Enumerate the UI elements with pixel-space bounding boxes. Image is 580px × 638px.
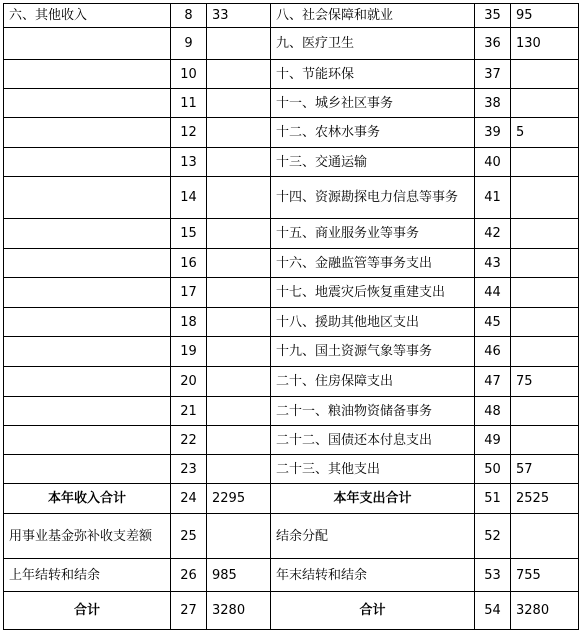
expense-amount-cell: 75 [511,367,579,397]
table-body [4,4,579,630]
income-item-cell [4,28,171,60]
table-row [4,60,579,89]
expense-amount-cell [511,60,579,89]
expense-item-cell: 十六、金融监管等事务支出 [271,249,475,278]
income-amount-cell [207,278,271,308]
table-row [4,4,579,28]
expense-amount-cell [511,308,579,337]
expense-line-no-cell: 53 [475,559,511,592]
expense-line-no-cell: 51 [475,484,511,514]
income-line-no-cell: 12 [171,118,207,148]
income-item-cell [4,308,171,337]
income-line-no-cell: 26 [171,559,207,592]
expense-item-cell: 十九、国土资源气象等事务 [271,337,475,367]
income-item-cell [4,177,171,219]
budget-table [3,3,579,630]
expense-line-no-cell: 54 [475,592,511,630]
income-line-no-cell: 25 [171,514,207,559]
table-row [4,592,579,630]
expense-line-no-cell: 49 [475,426,511,455]
income-amount-cell [207,426,271,455]
expense-item-cell: 二十二、国债还本付息支出 [271,426,475,455]
table-row [4,177,579,219]
expense-item-cell: 十三、交通运输 [271,148,475,177]
expense-amount-cell [511,397,579,426]
table-row [4,367,579,397]
expense-line-no-cell: 42 [475,219,511,249]
income-line-no-cell: 27 [171,592,207,630]
income-amount-cell [207,367,271,397]
expense-line-no-cell: 44 [475,278,511,308]
table-row [4,89,579,118]
income-item-cell: 六、其他收入 [4,4,171,28]
income-item-cell [4,118,171,148]
expense-item-cell: 结余分配 [271,514,475,559]
expense-amount-cell: 5 [511,118,579,148]
income-item-cell [4,397,171,426]
income-item-cell [4,148,171,177]
table-row [4,337,579,367]
income-amount-cell [207,89,271,118]
expense-line-no-cell: 50 [475,455,511,484]
expense-item-cell: 十、节能环保 [271,60,475,89]
expense-item-cell: 二十三、其他支出 [271,455,475,484]
expense-line-no-cell: 40 [475,148,511,177]
income-line-no-cell: 23 [171,455,207,484]
expense-item-cell: 十一、城乡社区事务 [271,89,475,118]
expense-item-cell: 本年支出合计 [271,484,475,514]
expense-amount-cell: 95 [511,4,579,28]
expense-item-cell: 十四、资源勘探电力信息等事务 [271,177,475,219]
income-amount-cell [207,148,271,177]
income-line-no-cell: 20 [171,367,207,397]
income-amount-cell [207,397,271,426]
expense-amount-cell [511,278,579,308]
expense-item-cell: 八、社会保障和就业 [271,4,475,28]
income-amount-cell [207,308,271,337]
income-item-cell: 合计 [4,592,171,630]
income-amount-cell [207,177,271,219]
expense-item-cell: 九、医疗卫生 [271,28,475,60]
income-item-cell: 用事业基金弥补收支差额 [4,514,171,559]
income-line-no-cell: 10 [171,60,207,89]
expense-line-no-cell: 36 [475,28,511,60]
table-row [4,148,579,177]
expense-amount-cell: 130 [511,28,579,60]
table-row [4,249,579,278]
income-line-no-cell: 22 [171,426,207,455]
income-amount-cell [207,337,271,367]
income-item-cell [4,219,171,249]
income-line-no-cell: 24 [171,484,207,514]
income-item-cell [4,337,171,367]
table-row [4,397,579,426]
expense-line-no-cell: 47 [475,367,511,397]
expense-amount-cell [511,514,579,559]
expense-amount-cell: 755 [511,559,579,592]
expense-item-cell: 年末结转和结余 [271,559,475,592]
income-item-cell [4,367,171,397]
expense-item-cell: 十五、商业服务业等事务 [271,219,475,249]
expense-item-cell: 二十一、粮油物资储备事务 [271,397,475,426]
table-row [4,308,579,337]
income-item-cell [4,278,171,308]
expense-amount-cell [511,148,579,177]
income-amount-cell [207,219,271,249]
income-amount-cell [207,249,271,278]
income-amount-cell [207,118,271,148]
income-item-cell: 上年结转和结余 [4,559,171,592]
expense-item-cell: 合计 [271,592,475,630]
expense-amount-cell: 3280 [511,592,579,630]
income-amount-cell: 3280 [207,592,271,630]
expense-amount-cell [511,337,579,367]
expense-amount-cell [511,426,579,455]
expense-line-no-cell: 45 [475,308,511,337]
expense-line-no-cell: 52 [475,514,511,559]
income-item-cell [4,249,171,278]
income-line-no-cell: 17 [171,278,207,308]
expense-amount-cell [511,249,579,278]
income-line-no-cell: 15 [171,219,207,249]
expense-amount-cell: 2525 [511,484,579,514]
expense-line-no-cell: 41 [475,177,511,219]
income-amount-cell: 2295 [207,484,271,514]
table-row [4,28,579,60]
income-line-no-cell: 16 [171,249,207,278]
income-amount-cell [207,60,271,89]
expense-amount-cell: 57 [511,455,579,484]
expense-item-cell: 二十、住房保障支出 [271,367,475,397]
income-item-cell [4,60,171,89]
table-row [4,219,579,249]
income-line-no-cell: 13 [171,148,207,177]
income-amount-cell [207,28,271,60]
table-row [4,484,579,514]
expense-amount-cell [511,177,579,219]
expense-line-no-cell: 37 [475,60,511,89]
income-item-cell [4,455,171,484]
income-amount-cell: 985 [207,559,271,592]
income-line-no-cell: 14 [171,177,207,219]
expense-line-no-cell: 35 [475,4,511,28]
expense-line-no-cell: 38 [475,89,511,118]
income-line-no-cell: 8 [171,4,207,28]
table-row [4,118,579,148]
income-item-cell [4,426,171,455]
expense-item-cell: 十八、援助其他地区支出 [271,308,475,337]
table-row [4,559,579,592]
expense-item-cell: 十七、地震灾后恢复重建支出 [271,278,475,308]
expense-item-cell: 十二、农林水事务 [271,118,475,148]
income-amount-cell [207,514,271,559]
income-line-no-cell: 9 [171,28,207,60]
table-row [4,455,579,484]
income-line-no-cell: 18 [171,308,207,337]
income-line-no-cell: 19 [171,337,207,367]
expense-line-no-cell: 46 [475,337,511,367]
table-row [4,278,579,308]
expense-line-no-cell: 48 [475,397,511,426]
income-amount-cell: 33 [207,4,271,28]
table-row [4,514,579,559]
income-line-no-cell: 11 [171,89,207,118]
expense-line-no-cell: 43 [475,249,511,278]
expense-amount-cell [511,219,579,249]
income-line-no-cell: 21 [171,397,207,426]
table-row [4,426,579,455]
expense-amount-cell [511,89,579,118]
income-item-cell [4,89,171,118]
income-amount-cell [207,455,271,484]
income-item-cell: 本年收入合计 [4,484,171,514]
expense-line-no-cell: 39 [475,118,511,148]
